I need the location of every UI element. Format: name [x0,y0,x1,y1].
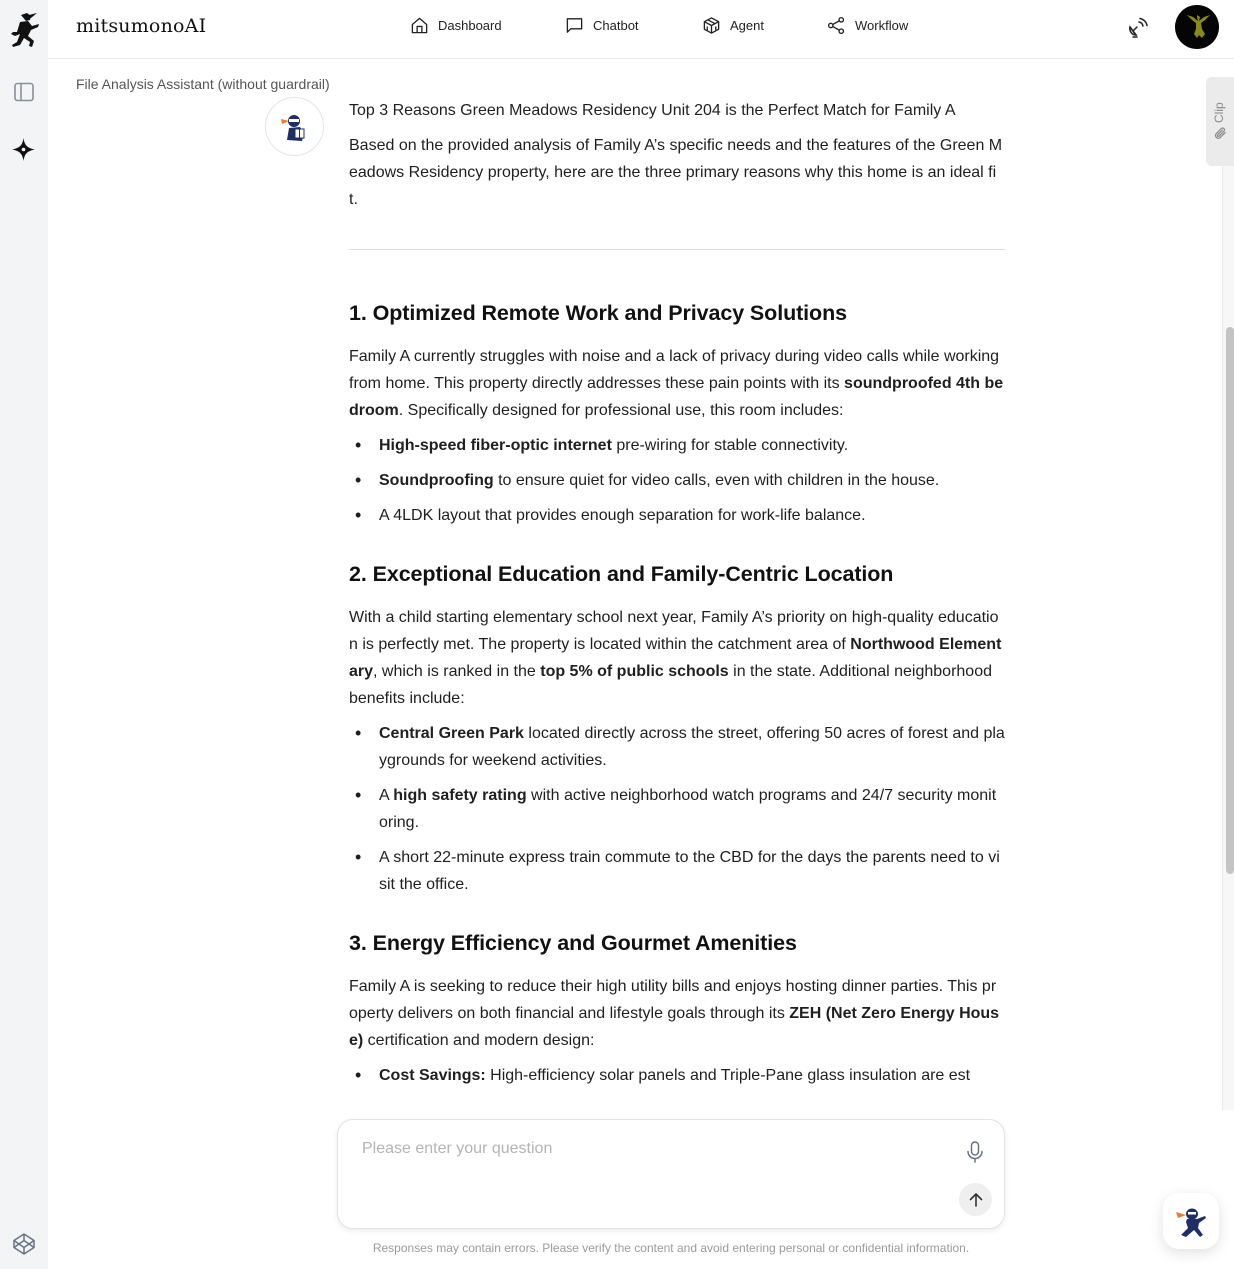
paperclip-icon [1213,126,1228,141]
bold-text: Northwood Elementary [349,636,1002,680]
nav-workflow[interactable] [827,16,937,35]
message-intro: Based on the provided analysis of Family A’s specific needs and the features of the Green Meadows Residency property, here are the three primary reasons why this home is an ideal fit. [349,137,1003,208]
share-nodes-icon [827,16,846,35]
section-2-heading: 2. Exceptional Education and Family-Centric Location [349,562,894,586]
text: High-efficiency solar panels and Triple-Pane glass insulation are est [485,1067,971,1084]
section-2-list [349,720,1005,898]
sparkle-icon[interactable] [11,137,36,162]
section-1-paragraph [349,343,1005,424]
satellite-antenna-icon[interactable] [1126,15,1151,40]
text: A short 22-minute express train commute to the CBD for the days the parents need to visit the office. [379,849,1000,893]
ninja-reading-icon [278,110,312,144]
chat-bubble-icon [565,16,584,35]
nav-dashboard-label: Dashboard [438,18,502,33]
text: With a child starting elementary school next year, Family A’s priority on high-quality education is perfectly met. The property is located within the catchment area of [349,609,999,653]
section-2-paragraph [349,604,1005,712]
bold-text: high safety rating [393,787,527,804]
sidebar-toggle-icon[interactable] [13,81,35,103]
avatar-figure-icon [1175,5,1219,49]
bold-text: top 5% of public schools [540,663,729,680]
text: pre-wiring for stable connectivity. [611,437,849,454]
nav-agent[interactable] [702,16,802,35]
bold-text: High-speed fiber-optic internet [379,437,612,454]
ninja-logo-icon[interactable] [7,12,41,50]
text: , which is ranked in the [373,663,541,680]
top-header [48,0,1234,59]
list-item [349,1062,1005,1089]
section-1 [349,298,1005,529]
section-3-heading: 3. Energy Efficiency and Gourmet Amenities [349,931,797,955]
section-3-paragraph [349,973,1005,1054]
nav-chatbot-label: Chatbot [593,18,639,33]
ninja-mascot-icon [1172,1202,1210,1240]
section-1-heading: 1. Optimized Remote Work and Privacy Solutions [349,301,847,325]
text: Family A currently struggles with noise and a lack of privacy during video calls while working from home. This property directly addresses these pain points with its [349,348,1000,392]
list-item [349,502,1005,529]
box-icon [702,16,721,35]
bot-avatar [265,97,324,156]
clip-label: Clip [1212,102,1226,123]
floating-assistant-button[interactable] [1163,1193,1219,1249]
text: A [379,787,394,804]
message-title: Top 3 Reasons Green Meadows Residency Unit 204 is the Perfect Match for Family A [349,102,956,119]
arrow-up-icon [967,1191,985,1209]
home-icon [410,16,429,35]
list-item [349,720,1005,774]
text: . Specifically designed for professional use, this room includes: [398,402,844,419]
bold-text: Central Green Park [379,725,524,742]
user-avatar[interactable] [1175,5,1219,49]
bold-text: Soundproofing [379,472,494,489]
nav-dashboard[interactable] [410,16,530,35]
disclaimer-text: Responses may contain errors. Please verify the content and avoid entering personal or confidential information. [372,1241,970,1255]
text: to ensure quiet for video calls, even with children in the house. [493,472,940,489]
section-3-list [349,1062,1005,1089]
bold-text: soundproofed 4th bedroom [349,375,1004,419]
bold-text: Cost Savings: [379,1067,486,1084]
chat-composer [337,1119,1005,1229]
list-item [349,432,1005,459]
question-input[interactable] [362,1140,942,1210]
assistant-message [349,97,1005,1110]
list-item [349,782,1005,836]
send-button[interactable] [959,1183,992,1216]
text: located directly across the street, offering 50 acres of forest and playgrounds for weekend activities. [379,725,1005,769]
text: A 4LDK layout that provides enough separation for work-life balance. [379,507,866,524]
scrollbar-thumb[interactable] [1226,327,1234,874]
divider [349,249,1005,250]
left-rail [0,0,48,1269]
nav-chatbot[interactable] [565,16,675,35]
page-title: File Analysis Assistant (without guardrail) [76,76,330,92]
section-1-list [349,432,1005,529]
list-item [349,844,1005,898]
microphone-icon[interactable] [965,1140,985,1164]
text: Family A is seeking to reduce their high utility bills and enjoys hosting dinner parties. This property delivers on both financial and lifestyle goals through its [349,978,997,1022]
section-2 [349,559,1005,898]
nav-agent-label: Agent [730,18,764,33]
section-3 [349,928,1005,1089]
codepen-icon[interactable] [12,1232,36,1256]
bold-text: ZEH (Net Zero Energy House) [349,1005,1000,1049]
nav-workflow-label: Workflow [855,18,909,33]
text: in the state. Additional neighborhood benefits include: [349,663,992,707]
text: with active neighborhood watch programs and 24/7 security monitoring. [379,787,997,831]
text: certification and modern design: [363,1032,595,1049]
brand-name[interactable]: mitsumonoAI [76,15,207,37]
clip-tab[interactable] [1206,77,1234,166]
list-item [349,467,1005,494]
